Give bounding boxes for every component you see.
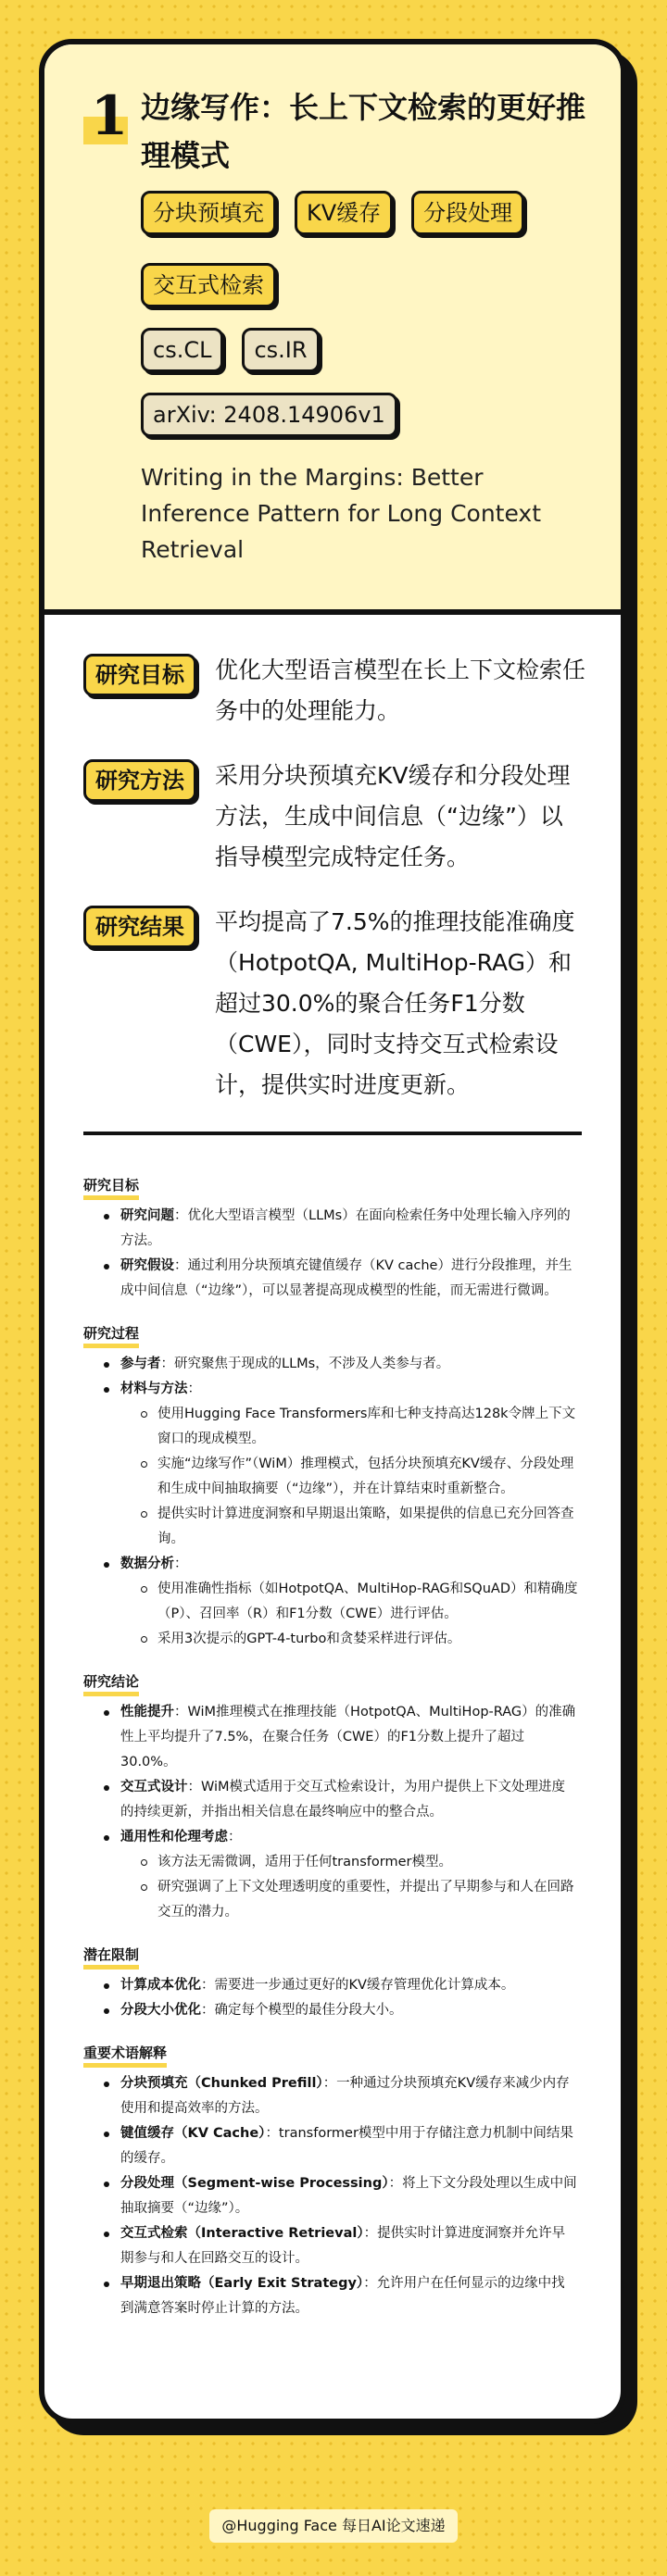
list-item: 数据分析： 使用准确性指标（如HotpotQA、MultiHop-RAG和SQuAD）和精确度（P）、召回率（R）和F1分数（CWE）进行评估。 采用3次提示的GPT-4-turbo和贪婪采样进行评估。: [104, 1552, 578, 1652]
section-heading: 潜在限制: [83, 1945, 139, 1970]
keyword-tag: 交互式检索: [141, 263, 276, 307]
sub-list-item: 采用3次提示的GPT-4-turbo和贪婪采样进行评估。: [141, 1627, 578, 1652]
footer-credit: @Hugging Face 每日AI论文速递: [209, 2509, 458, 2543]
detail-limits: [83, 1944, 578, 2023]
list-item: 分段大小优化：确定每个模型的最佳分段大小。: [104, 1998, 578, 2023]
paper-number: 1: [90, 84, 129, 147]
section-heading: 研究过程: [83, 1323, 139, 1348]
list-item: 交互式设计：WiM模式适用于交互式检索设计，为用户提供上下文处理进度的持续更新，并指出相关信息在最终响应中的整合点。: [104, 1775, 578, 1825]
summary-text: 采用分块预填充KV缓存和分段处理方法，生成中间信息（“边缘”）以指导模型完成特定任务。: [215, 762, 571, 870]
detail-terms: [83, 2042, 578, 2321]
sub-list-item: 实施“边缘写作”（WiM）推理模式，包括分块预填充KV缓存、分段处理和生成中间抽取摘要（“边缘”），并在计算结束时重新整合。: [141, 1452, 578, 1502]
keyword-tag: 分块预填充: [141, 191, 276, 235]
card-header: [44, 44, 621, 615]
list-item: 研究问题：优化大型语言模型（LLMs）在面向检索任务中处理长输入序列的方法。: [104, 1204, 578, 1254]
summary-row-method: [83, 756, 621, 878]
list-item: 分段处理（Segment-wise Processing）：将上下文分段处理以生成中间抽取摘要（“边缘”）。: [104, 2171, 578, 2221]
list-item: 早期退出策略（Early Exit Strategy）：允许用户在任何显示的边缘中找到满意答案时停止计算的方法。: [104, 2271, 578, 2321]
keyword-tag: 分段处理: [411, 191, 524, 235]
paper-title: 边缘写作：长上下文检索的更好推理模式: [141, 90, 586, 173]
section-heading: 研究结论: [83, 1671, 139, 1696]
summary-row-result: [83, 902, 621, 1106]
section-heading: 重要术语解释: [83, 2043, 167, 2068]
sub-list-item: 提供实时计算进度洞察和早期退出策略，如果提供的信息已充分回答查询。: [141, 1502, 578, 1552]
list-item: 分块预填充（Chunked Prefill）：一种通过分块预填充KV缓存来减少内存使用和提高效率的方法。: [104, 2071, 578, 2121]
summary-text: 优化大型语言模型在长上下文检索任务中的处理能力。: [215, 657, 586, 724]
list-item: 材料与方法： 使用Hugging Face Transformers库和七种支持高达128k令牌上下文窗口的现成模型。 实施“边缘写作”（WiM）推理模式，包括分块预填充KV缓存、分段处理和生成中间抽取摘要（“边缘”），并在计算结束时重新整合。 提供实时计算进度洞察和早期退出策略，如果提供的信息已充分回答查询。: [104, 1377, 578, 1552]
detail-results: [83, 1670, 578, 1925]
category-tag: cs.IR: [242, 328, 319, 372]
sub-list-item: 该方法无需微调，适用于任何transformer模型。: [141, 1850, 578, 1875]
list-item: 交互式检索（Interactive Retrieval）：提供实时计算进度洞察并允许早期参与和人在回路交互的设计。: [104, 2221, 578, 2271]
summary-row-goal: [83, 650, 621, 732]
arxiv-tags: [141, 393, 604, 465]
section-heading: 研究目标: [83, 1175, 139, 1200]
summary-label: 研究目标: [83, 654, 196, 696]
summary-label: 研究方法: [83, 759, 196, 802]
keyword-tag: KV缓存: [295, 191, 393, 235]
paper-card: [39, 39, 626, 2424]
sub-list-item: 研究强调了上下文处理透明度的重要性，并提出了早期参与和人在回路交互的潜力。: [141, 1875, 578, 1925]
sub-list-item: 使用Hugging Face Transformers库和七种支持高达128k令牌上下文窗口的现成模型。: [141, 1402, 578, 1452]
list-item: 计算成本优化：需要进一步通过更好的KV缓存管理优化计算成本。: [104, 1973, 578, 1998]
detail-process: [83, 1322, 578, 1652]
list-item: 参与者：研究聚焦于现成的LLMs，不涉及人类参与者。: [104, 1352, 578, 1377]
summary-label: 研究结果: [83, 906, 196, 948]
english-title: Writing in the Margins: Better Inference Pattern for Long Context Retrieval: [141, 464, 542, 563]
arxiv-id-tag: arXiv: 2408.14906v1: [141, 393, 397, 437]
list-item: 键值缓存（KV Cache）：transformer模型中用于存储注意力机制中间结果的缓存。: [104, 2121, 578, 2171]
category-tag: cs.CL: [141, 328, 223, 372]
list-item: 研究假设：通过利用分块预填充键值缓存（KV cache）进行分段推理，并生成中间信息（“边缘”），可以显著提高现成模型的性能，而无需进行微调。: [104, 1254, 578, 1304]
keyword-tags: [141, 191, 604, 335]
detail-section: [44, 1135, 621, 2321]
list-item: 通用性和伦理考虑： 该方法无需微调，适用于任何transformer模型。 研究强调了上下文处理透明度的重要性，并提出了早期参与和人在回路交互的潜力。: [104, 1825, 578, 1925]
detail-goal: [83, 1174, 578, 1304]
summary-section: [44, 615, 621, 1106]
summary-text: 平均提高了7.5%的推理技能准确度（HotpotQA, MultiHop-RAG）和超过30.0%的聚合任务F1分数（CWE），同时支持交互式检索设计，提供实时进度更新。: [215, 908, 575, 1098]
sub-list-item: 使用准确性指标（如HotpotQA、MultiHop-RAG和SQuAD）和精确度（P）、召回率（R）和F1分数（CWE）进行评估。: [141, 1577, 578, 1627]
list-item: 性能提升：WiM推理模式在推理技能（HotpotQA、MultiHop-RAG）的准确性上平均提升了7.5%，在聚合任务（CWE）的F1分数上提升了超过30.0%。: [104, 1700, 578, 1775]
category-tags: [141, 328, 604, 400]
